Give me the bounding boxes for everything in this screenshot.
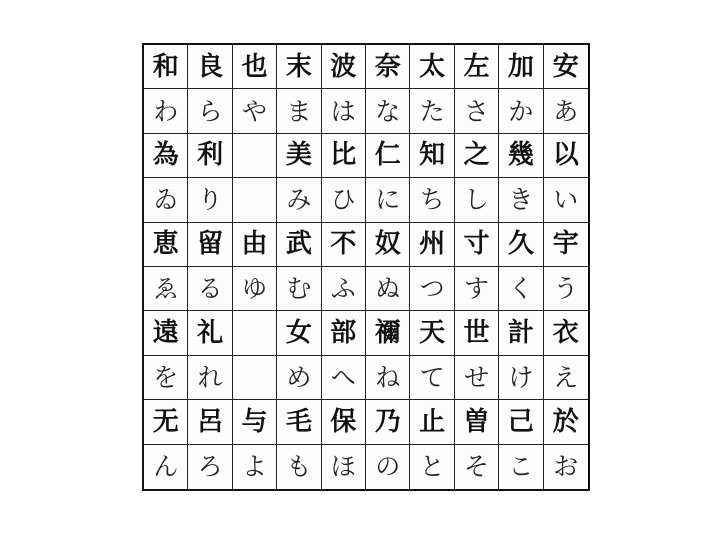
kana-cell-sa-9: そ	[455, 445, 499, 489]
kana-cell-ha-7: へ	[322, 356, 366, 400]
kana-cell-na-1: な	[366, 89, 410, 133]
kana-cell-ka-9: こ	[499, 445, 543, 489]
kanji-cell-wa-2: 為	[144, 134, 188, 178]
kanji-cell-na-0: 奈	[366, 45, 410, 89]
kanji-cell-ra-4: 留	[188, 223, 232, 267]
kanji-cell-ma-8: 毛	[277, 400, 321, 444]
kana-cell-ma-5: む	[277, 267, 321, 311]
kanji-cell-ka-0: 加	[499, 45, 543, 89]
empty-cell-ya-2	[233, 134, 277, 178]
kanji-cell-na-6: 禰	[366, 311, 410, 355]
kana-cell-ta-1: た	[410, 89, 454, 133]
kanji-cell-wa-6: 遠	[144, 311, 188, 355]
kanji-cell-ka-2: 幾	[499, 134, 543, 178]
kana-cell-ka-3: き	[499, 178, 543, 222]
kana-cell-na-9: の	[366, 445, 410, 489]
kana-cell-na-5: ぬ	[366, 267, 410, 311]
kanji-cell-ha-6: 部	[322, 311, 366, 355]
kana-cell-na-3: に	[366, 178, 410, 222]
kanji-cell-ha-4: 不	[322, 223, 366, 267]
kana-cell-ra-9: ろ	[188, 445, 232, 489]
kanji-cell-a-8: 於	[544, 400, 588, 444]
kana-cell-ta-7: て	[410, 356, 454, 400]
kanji-cell-ka-6: 計	[499, 311, 543, 355]
kanji-cell-sa-8: 曽	[455, 400, 499, 444]
kana-cell-a-5: う	[544, 267, 588, 311]
kanji-cell-a-0: 安	[544, 45, 588, 89]
kanji-cell-wa-4: 恵	[144, 223, 188, 267]
kanji-cell-sa-4: 寸	[455, 223, 499, 267]
kanji-cell-ya-0: 也	[233, 45, 277, 89]
kana-cell-a-7: え	[544, 356, 588, 400]
kanji-cell-ha-8: 保	[322, 400, 366, 444]
kana-cell-ya-9: よ	[233, 445, 277, 489]
kana-cell-sa-5: す	[455, 267, 499, 311]
kana-cell-a-9: お	[553, 452, 579, 482]
kana-origin-table	[142, 43, 590, 491]
kana-cell-ka-1: か	[499, 89, 543, 133]
kanji-cell-ma-4: 武	[277, 223, 321, 267]
kanji-cell-ra-0: 良	[188, 45, 232, 89]
kanji-cell-sa-2: 之	[455, 134, 499, 178]
kana-cell-a-3: い	[544, 178, 588, 222]
kana-cell-na-7: ね	[366, 356, 410, 400]
kanji-cell-ra-8: 呂	[188, 400, 232, 444]
kanji-cell-ra-2: 利	[188, 134, 232, 178]
kanji-cell-ha-2: 比	[322, 134, 366, 178]
kana-cell-ha-5: ふ	[322, 267, 366, 311]
kanji-cell-na-8: 乃	[366, 400, 410, 444]
kanji-cell-sa-6: 世	[455, 311, 499, 355]
kanji-cell-ka-8: 己	[499, 400, 543, 444]
kanji-cell-ma-6: 女	[277, 311, 321, 355]
kana-cell-wa-1: わ	[144, 89, 188, 133]
kana-cell-ta-3: ち	[410, 178, 454, 222]
kana-cell-wa-7: を	[144, 356, 188, 400]
kanji-cell-ta-2: 知	[410, 134, 454, 178]
kanji-cell-ya-8: 与	[233, 400, 277, 444]
kanji-cell-na-2: 仁	[366, 134, 410, 178]
kana-cell-sa-1: さ	[455, 89, 499, 133]
kana-cell-ha-3: ひ	[322, 178, 366, 222]
kana-cell-sa-3: し	[455, 178, 499, 222]
kanji-cell-a-2: 以	[544, 134, 588, 178]
empty-cell-ya-3	[233, 178, 277, 222]
kana-cell-ta-5: つ	[410, 267, 454, 311]
kanji-cell-ta-6: 天	[410, 311, 454, 355]
kanji-cell-wa-8: 无	[144, 400, 188, 444]
kanji-cell-ta-8: 止	[410, 400, 454, 444]
kana-cell-ma-7: め	[277, 356, 321, 400]
kana-cell-ka-7: け	[499, 356, 543, 400]
kana-cell-ma-3: み	[277, 178, 321, 222]
kanji-cell-ra-6: 礼	[188, 311, 232, 355]
kana-cell-ra-7: れ	[188, 356, 232, 400]
kanji-cell-wa-0: 和	[144, 45, 188, 89]
kana-cell-ka-5: く	[499, 267, 543, 311]
kana-cell-wa-9: ん	[144, 445, 188, 489]
kanji-cell-ka-4: 久	[499, 223, 543, 267]
kanji-cell-ma-2: 美	[277, 134, 321, 178]
kana-cell-ya-5: ゆ	[233, 267, 277, 311]
kana-cell-ra-1: ら	[188, 89, 232, 133]
kanji-cell-a-6: 衣	[544, 311, 588, 355]
kana-cell-ra-5: る	[188, 267, 232, 311]
empty-cell-ya-6	[233, 311, 277, 355]
kana-cell-sa-7: せ	[455, 356, 499, 400]
kanji-cell-ha-0: 波	[322, 45, 366, 89]
kanji-cell-a-4: 宇	[544, 223, 588, 267]
kanji-cell-ma-0: 末	[277, 45, 321, 89]
kanji-cell-ya-4: 由	[233, 223, 277, 267]
kana-cell-ha-9: ほ	[322, 445, 366, 489]
kanji-cell-na-4: 奴	[366, 223, 410, 267]
kana-cell-ha-1: は	[322, 89, 366, 133]
kana-cell-wa-5: ゑ	[144, 267, 188, 311]
kana-cell-a-1: あ	[544, 89, 588, 133]
kana-cell-ya-1: や	[233, 89, 277, 133]
kana-cell-wa-3: ゐ	[144, 178, 188, 222]
kana-cell-ma-1: ま	[277, 89, 321, 133]
kanji-cell-ta-0: 太	[410, 45, 454, 89]
kanji-cell-sa-0: 左	[455, 45, 499, 89]
kana-cell-ta-9: と	[410, 445, 454, 489]
kana-cell-ra-3: り	[188, 178, 232, 222]
empty-cell-ya-7	[233, 356, 277, 400]
kanji-cell-ta-4: 州	[410, 223, 454, 267]
kana-cell-ma-9: も	[277, 445, 321, 489]
